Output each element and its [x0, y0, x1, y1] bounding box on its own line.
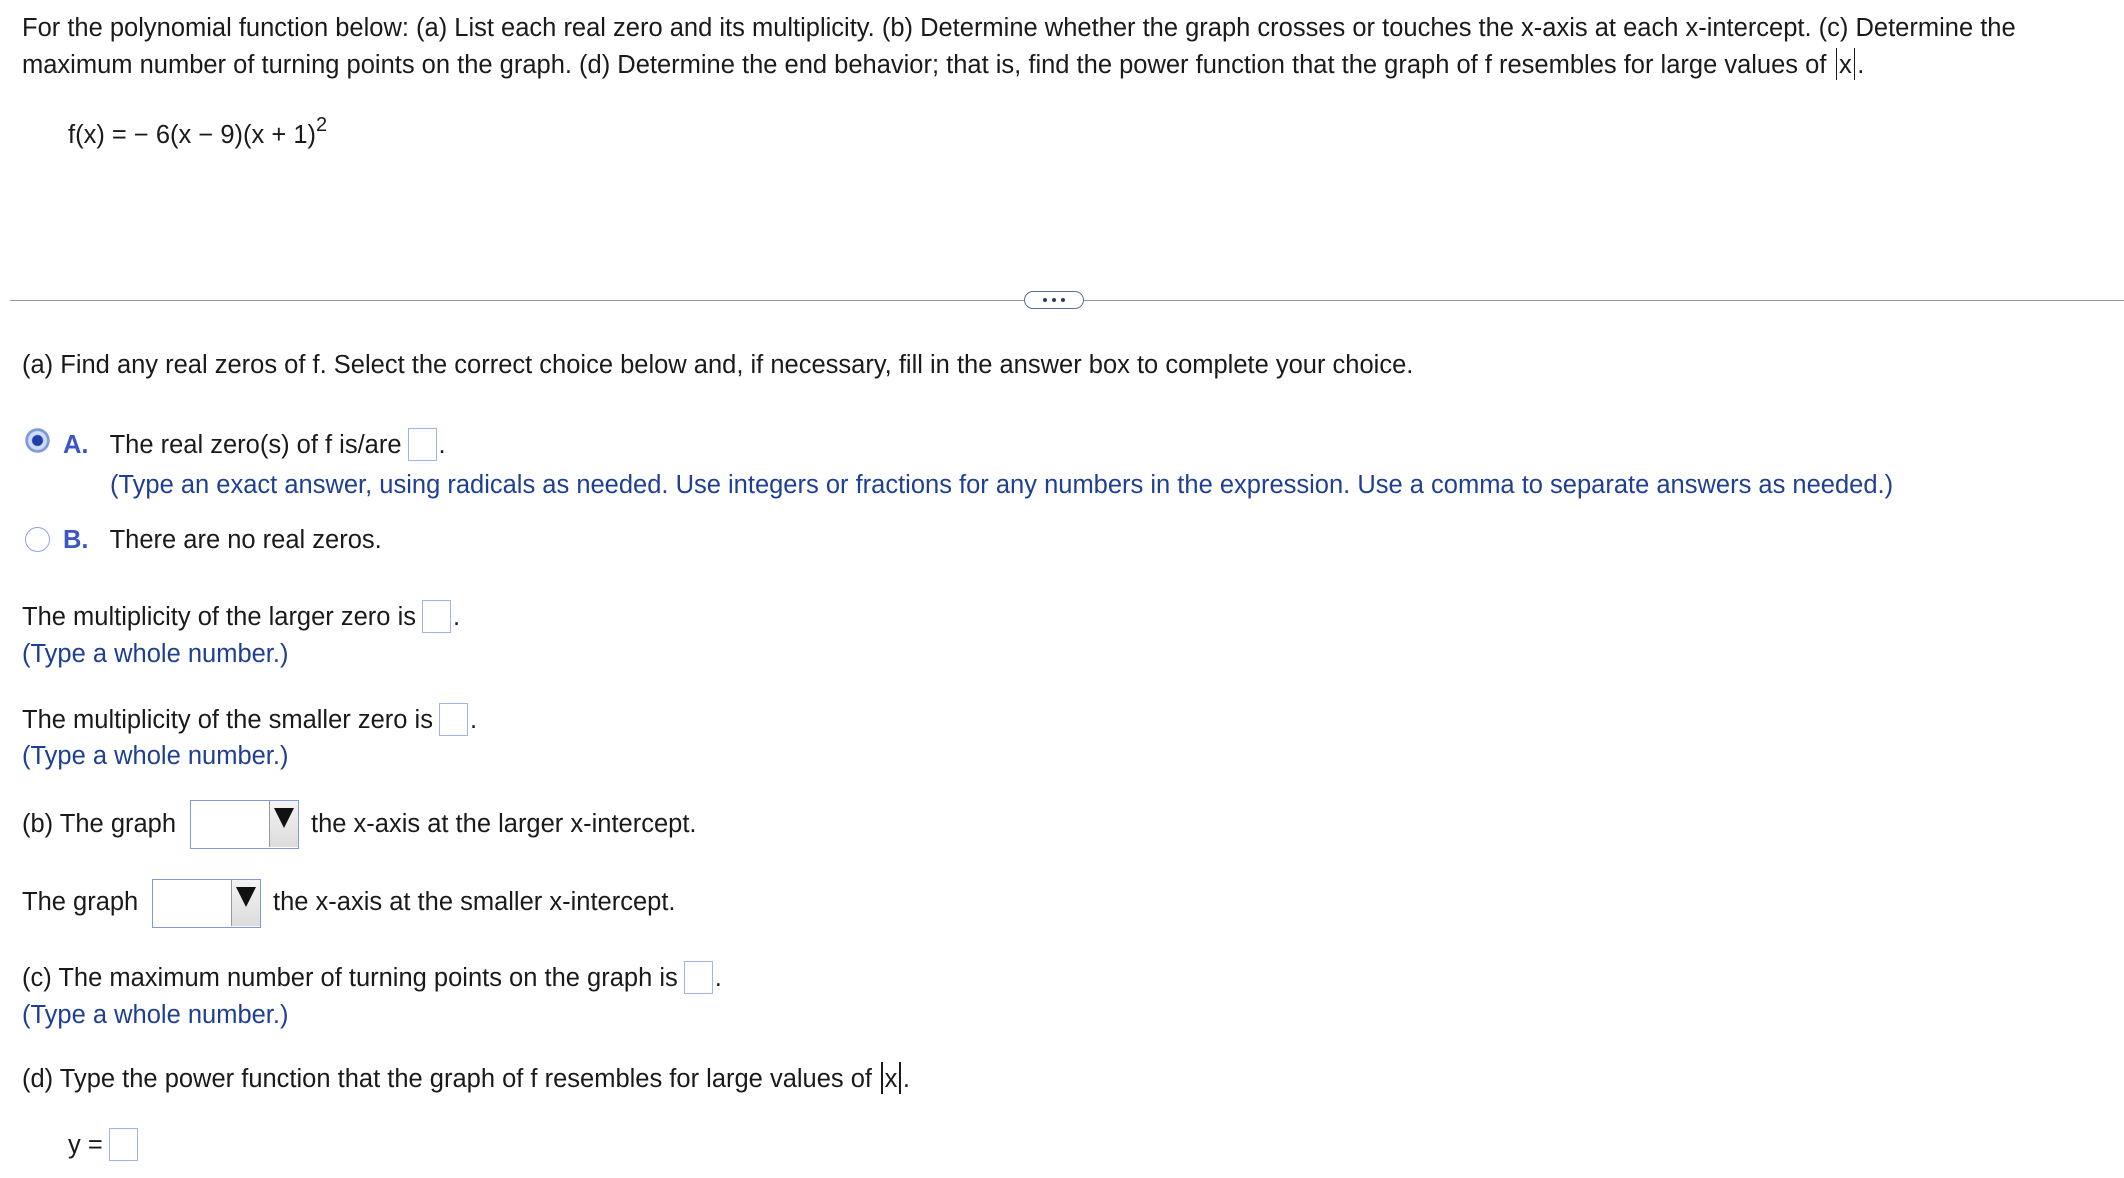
part-c-label: (c) The maximum number of turning points on the graph is — [22, 964, 678, 992]
absolute-bar-left — [1836, 48, 1838, 80]
choice-a-period: . — [438, 431, 446, 459]
part-a-prompt: (a) Find any real zeros of f. Select the correct choice below and, if necessary, fill in the answer box to complete your choice. — [22, 351, 1414, 379]
chevron-down-icon — [236, 887, 256, 907]
smaller-intercept-dropdown[interactable] — [152, 879, 261, 928]
part-c — [22, 961, 722, 994]
absolute-bar-left — [881, 1062, 883, 1094]
power-function-input[interactable] — [109, 1128, 138, 1161]
part-d-abs-variable: x — [884, 1065, 898, 1093]
choice-b — [63, 525, 382, 556]
part-c-hint: (Type a whole number.) — [22, 1001, 289, 1029]
part-b-larger-prefix: (b) The graph — [22, 810, 177, 838]
function-body: − 6(x − 9)(x + 1) — [133, 121, 317, 149]
choice-b-radio[interactable] — [25, 527, 50, 552]
choice-b-letter: B. — [63, 526, 89, 554]
choice-a-text: The real zero(s) of f is/are — [109, 431, 402, 459]
y-equals-label: y = — [68, 1131, 103, 1159]
function-expression — [68, 113, 327, 151]
larger-intercept-dropdown[interactable] — [190, 800, 299, 849]
more-options-button[interactable] — [1024, 291, 1084, 309]
part-d — [22, 1062, 910, 1095]
part-b-larger-suffix: the x-axis at the larger x-intercept. — [311, 810, 697, 838]
choice-a-hint: (Type an exact answer, using radicals as needed. Use integers or fractions for any numbers in the expression. Use a comma to separate answers as needed.) — [110, 471, 1894, 499]
larger-dropdown-arrow-button[interactable] — [269, 801, 298, 847]
part-b-smaller-prefix: The graph — [22, 888, 139, 916]
turning-points-input[interactable] — [684, 961, 713, 994]
part-d-label: (d) Type the power function that the graph of f resembles for large values of — [22, 1065, 873, 1093]
part-b-smaller-suffix: the x-axis at the smaller x-intercept. — [273, 888, 676, 916]
smaller-dropdown-arrow-button[interactable] — [231, 880, 260, 926]
question-abs-variable: x — [1839, 51, 1852, 79]
function-exponent: 2 — [316, 114, 328, 136]
question-end-punct: . — [1857, 51, 1865, 79]
question-line-2 — [22, 48, 1864, 81]
function-lhs: f(x) = — [68, 121, 134, 149]
part-c-period: . — [714, 964, 722, 992]
part-d-end-punct: . — [902, 1065, 910, 1093]
real-zeros-input[interactable] — [408, 428, 437, 461]
question-line-2-text: maximum number of turning points on the graph. (d) Determine the end behavior; that is, find the power function that the graph of f resembles for large values of — [22, 51, 1827, 79]
ellipsis-icon — [1043, 298, 1047, 302]
larger-multiplicity-label: The multiplicity of the larger zero is — [22, 603, 416, 631]
question-line-1: For the polynomial function below: (a) List each real zero and its multiplicity. (b) Determine whether the graph crosses or touches the x-axis at each x-intercept. (c) Determine the — [22, 14, 2016, 42]
smaller-multiplicity — [22, 703, 477, 736]
power-function-row — [68, 1128, 138, 1161]
absolute-bar-right — [1854, 48, 1856, 80]
choice-a — [63, 428, 446, 461]
smaller-multiplicity-input[interactable] — [439, 703, 468, 736]
choice-b-text: There are no real zeros. — [109, 526, 382, 554]
larger-multiplicity-hint: (Type a whole number.) — [22, 640, 289, 668]
smaller-multiplicity-period: . — [469, 706, 478, 734]
choice-a-letter: A. — [63, 431, 89, 459]
larger-multiplicity — [22, 600, 460, 633]
larger-multiplicity-input[interactable] — [422, 600, 451, 633]
chevron-down-icon — [274, 808, 294, 828]
smaller-multiplicity-label: The multiplicity of the smaller zero is — [22, 706, 433, 734]
choice-a-radio[interactable] — [25, 428, 50, 453]
larger-multiplicity-period: . — [452, 603, 461, 631]
absolute-bar-right — [899, 1062, 901, 1094]
smaller-multiplicity-hint: (Type a whole number.) — [22, 742, 289, 770]
